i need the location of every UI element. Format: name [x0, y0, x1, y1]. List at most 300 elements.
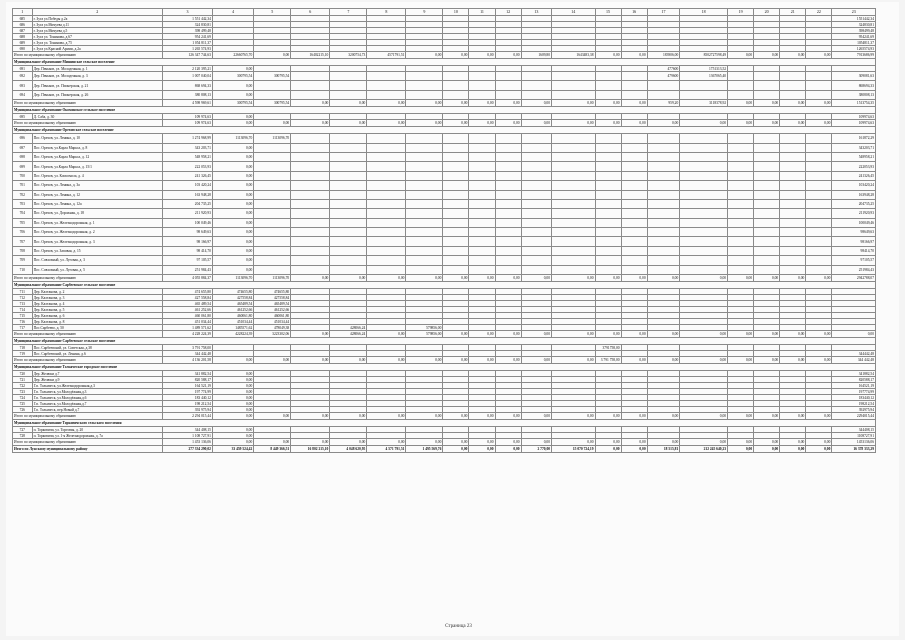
table-cell: 1 453 136,06 [162, 439, 212, 446]
table-cell: 1 054 811,37 [162, 40, 212, 46]
table-cell: 465 489,54 [162, 301, 212, 307]
table-cell: 0,00 [212, 218, 253, 227]
table-cell [330, 181, 367, 190]
table-cell [647, 237, 680, 246]
row-number-cell: 696 [13, 134, 33, 143]
table-cell [621, 143, 647, 152]
table-cell [780, 90, 806, 99]
table-cell: 4 598 969,61 [162, 100, 212, 107]
table-cell: 0,00 [621, 331, 647, 338]
table-cell [621, 181, 647, 190]
table-cell: 0,00 [291, 100, 330, 107]
table-cell: 0,00 [367, 357, 406, 364]
table-cell [521, 152, 551, 161]
table-cell: 474655,80 [212, 289, 253, 295]
table-cell: 0,00 [680, 413, 728, 420]
table-cell: 0,00 [595, 100, 621, 107]
table-cell: 954 241,69 [162, 34, 212, 40]
table-cell: 398 499,48 [162, 28, 212, 34]
address-cell: Пос. Сарбеевский, ул. Ленина, д.6 [32, 351, 162, 357]
table-cell [469, 81, 495, 90]
table-cell: 0,00 [330, 100, 367, 107]
table-cell: 0,00 [406, 413, 443, 420]
table-cell [680, 218, 728, 227]
table-cell [621, 162, 647, 171]
table-cell [291, 209, 330, 218]
address-cell: Пос. Орехов, ул. Железнодорожная, д. 3 [32, 237, 162, 246]
table-cell [291, 72, 330, 81]
table-cell [728, 181, 754, 190]
table-cell: 126 347 744,63 [162, 52, 212, 59]
table-cell [728, 171, 754, 180]
table-cell [754, 199, 780, 208]
table-cell: 1 007 040,04 [162, 72, 212, 81]
table-cell: 0,00 [680, 439, 728, 446]
table-cell: 0,00 [443, 120, 469, 127]
table-row [13, 265, 876, 274]
table-cell [254, 162, 291, 171]
table-cell [521, 246, 551, 255]
table-row [13, 209, 876, 218]
table-cell [443, 246, 469, 255]
table-cell [495, 72, 521, 81]
table-cell: 0,00 [443, 52, 469, 59]
table-cell [367, 181, 406, 190]
table-cell: 344442,48 [832, 351, 876, 357]
table-cell [521, 218, 551, 227]
table-cell: 251 984,43 [162, 265, 212, 274]
row-number-cell: 722 [13, 383, 33, 389]
table-cell [754, 134, 780, 143]
row-number-cell: 706 [13, 228, 33, 237]
table-cell: 0,00 [406, 52, 443, 59]
table-row [13, 256, 876, 265]
address-cell: г. Зуга ул.Мичуева д.11 [32, 22, 162, 28]
table-cell: 478049,38 [254, 325, 291, 331]
table-cell [406, 209, 443, 218]
subtotal-row [13, 439, 876, 446]
table-cell: 479600 [647, 72, 680, 81]
table-cell: 0,00 [406, 100, 443, 107]
table-cell: 465489,54 [254, 301, 291, 307]
table-cell: 0,00 [367, 120, 406, 127]
table-cell: 109 974,63 [162, 114, 212, 120]
page-number: Страница 23 [445, 624, 472, 629]
table-cell: 0,00 [406, 275, 443, 282]
table-cell: 324830,81 [832, 22, 876, 28]
table-cell [680, 190, 728, 199]
column-header-cell: 10 [443, 9, 469, 16]
table-cell: 0,00 [595, 413, 621, 420]
row-number-cell: 717 [13, 325, 33, 331]
table-cell [521, 209, 551, 218]
table-cell [754, 171, 780, 180]
address-cell: Пос. Орехов, ул. Ленина, д. 3а [32, 181, 162, 190]
table-cell: 0,00 [647, 413, 680, 420]
table-cell [367, 171, 406, 180]
table-cell [469, 218, 495, 227]
table-cell: 0,00 [367, 275, 406, 282]
address-cell: г. Зуга ул.Победы д.2а [32, 16, 162, 22]
table-cell: 0,00 [621, 413, 647, 420]
table-cell [754, 228, 780, 237]
column-header-cell: 13 [521, 9, 551, 16]
row-number-cell: 700 [13, 171, 33, 180]
row-number-cell: 721 [13, 377, 33, 383]
table-cell: 0,00 [621, 439, 647, 446]
address-cell: Г.п. Тольяческ, ул.Молодёжная,д.6 [32, 395, 162, 401]
table-cell: 0,00 [495, 275, 521, 282]
address-cell: Пос. Орехов, ул.Карла Маркса, д. 12 [32, 152, 162, 161]
row-number-cell: 698 [13, 152, 33, 161]
address-cell: Д. Саба, д. 30 [32, 114, 162, 120]
row-number-cell: 689 [13, 40, 33, 46]
table-cell [595, 90, 621, 99]
table-row [13, 199, 876, 208]
table-cell [728, 265, 754, 274]
table-cell [469, 134, 495, 143]
table-cell [552, 228, 595, 237]
table-cell [728, 218, 754, 227]
table-cell: 0,00 [754, 446, 780, 453]
table-cell: 0,00 [367, 413, 406, 420]
row-number-cell: 701 [13, 181, 33, 190]
table-cell [680, 199, 728, 208]
table-cell: 343203,71 [832, 143, 876, 152]
table-cell: 0,00 [552, 100, 595, 107]
table-cell: 0,00 [552, 413, 595, 420]
table-cell [330, 134, 367, 143]
address-cell: п. Торковичи, ул. 1-я Железнодорожная, д. 7а [32, 433, 162, 439]
table-cell [443, 152, 469, 161]
table-cell: 4 571 791,51 [367, 446, 406, 453]
table-cell: 0,00 [728, 331, 754, 338]
table-cell: 1 551 442,34 [162, 16, 212, 22]
table-cell: 427558,84 [254, 295, 291, 301]
table-cell: 0,00 [754, 120, 780, 127]
table-cell [291, 90, 330, 99]
table-cell [621, 72, 647, 81]
table-cell [443, 162, 469, 171]
table-cell: 0,00 [212, 407, 253, 413]
address-cell: г. Зуга ул. Тонинова, д.67 [32, 34, 162, 40]
address-cell: Пос. Орехов, ул. Заповая, д. 15 [32, 246, 162, 255]
table-cell [367, 90, 406, 99]
table-cell [469, 199, 495, 208]
table-cell [680, 209, 728, 218]
table-cell: 0,00 [469, 275, 495, 282]
table-cell [469, 181, 495, 190]
table-cell: 97 105,57 [162, 256, 212, 265]
table-cell [254, 171, 291, 180]
table-cell [680, 237, 728, 246]
table-cell [552, 237, 595, 246]
table-cell: 0,00 [552, 357, 595, 364]
table-cell: 4571791,51 [367, 52, 406, 59]
table-cell [621, 218, 647, 227]
table-cell [754, 209, 780, 218]
table-cell [595, 256, 621, 265]
section-header-row [13, 282, 876, 289]
total-label: Итого по муниципальному образованию [13, 100, 163, 107]
table-cell [621, 152, 647, 161]
table-cell: 198212,54 [832, 401, 876, 407]
table-cell: 1643483,38 [552, 52, 595, 59]
table-cell: 0,00 [212, 171, 253, 180]
table-cell [406, 228, 443, 237]
table-cell [443, 265, 469, 274]
table-cell: 0,00 [754, 439, 780, 446]
table-cell [443, 237, 469, 246]
table-cell: 0,00 [552, 275, 595, 282]
table-cell [780, 72, 806, 81]
table-cell [443, 181, 469, 190]
table-cell [595, 152, 621, 161]
table-cell [291, 152, 330, 161]
section-title: Муниципальное образование Тольяческое городское поселение [13, 364, 876, 371]
table-cell [780, 134, 806, 143]
table-cell [754, 246, 780, 255]
table-cell: 0,00 [754, 331, 780, 338]
table-cell [680, 246, 728, 255]
table-cell [806, 265, 832, 274]
table-cell: 100049,46 [832, 218, 876, 227]
address-cell: Дер. Пеньков, ул. Молодежная, д. 3 [32, 72, 162, 81]
table-cell [495, 256, 521, 265]
table-cell [443, 228, 469, 237]
table-cell [367, 246, 406, 255]
address-cell: Г.п. Тольяческ, ул.Молодёжная,д.3 [32, 389, 162, 395]
table-cell: 0,00 [212, 246, 253, 255]
table-cell [806, 171, 832, 180]
table-cell: 251984,43 [832, 265, 876, 274]
table-cell: 0,00 [212, 265, 253, 274]
table-cell [443, 81, 469, 90]
total-label: Итого по Лужскому муниципальному району [13, 446, 163, 453]
address-cell: Пос. Орехов, ул. Дорожная, д. 18 [32, 209, 162, 218]
table-cell [254, 218, 291, 227]
table-cell: 0,00 [443, 331, 469, 338]
row-number-cell: 697 [13, 143, 33, 152]
table-row [13, 246, 876, 255]
table-cell [595, 162, 621, 171]
table-cell: 0,00 [728, 52, 754, 59]
table-cell: 0,00 [291, 439, 330, 446]
table-cell [754, 81, 780, 90]
table-row [13, 81, 876, 90]
row-number-cell: 705 [13, 218, 33, 227]
table-cell: 0,00 [728, 100, 754, 107]
row-number-cell: 714 [13, 307, 33, 313]
address-cell: г. Зуга ул.Мичуева д.5 [32, 28, 162, 34]
column-header-cell: 2 [32, 9, 162, 16]
table-row [13, 72, 876, 81]
column-header-cell: 7 [330, 9, 367, 16]
table-cell: 0,00 [291, 357, 330, 364]
table-cell [780, 190, 806, 199]
table-cell [806, 209, 832, 218]
table-cell: 0,00 [521, 275, 551, 282]
table-cell [728, 90, 754, 99]
row-number-cell: 692 [13, 72, 33, 81]
table-cell [680, 152, 728, 161]
table-cell: 1108727,91 [832, 433, 876, 439]
table-cell [728, 162, 754, 171]
table-cell: 0,00 [469, 357, 495, 364]
table-cell [330, 143, 367, 152]
table-cell: 109974,63 [832, 114, 876, 120]
address-cell: Г.п. Тольяческ, ул.Железнодорожная,д.3 [32, 383, 162, 389]
address-cell: Дер. Желюки д.7 [32, 371, 162, 377]
table-cell [469, 246, 495, 255]
table-cell: 392975,94 [832, 407, 876, 413]
table-cell: 197774,99 [832, 389, 876, 395]
table-cell [521, 199, 551, 208]
table-cell [291, 256, 330, 265]
table-cell [552, 171, 595, 180]
table-cell: 820588,17 [832, 377, 876, 383]
table-cell: 1751313,52 [680, 66, 728, 72]
table-cell [254, 190, 291, 199]
table-cell [680, 265, 728, 274]
table-cell: 197 774,99 [162, 389, 212, 395]
table-cell: 1265574,93 [832, 46, 876, 52]
total-label: Итого по муниципальному образованию [13, 331, 163, 338]
table-cell [595, 199, 621, 208]
table-cell [728, 134, 754, 143]
table-cell: 1453136,06 [832, 439, 876, 446]
table-cell: 0,00 [330, 275, 367, 282]
table-cell [367, 228, 406, 237]
table-cell [406, 199, 443, 208]
table-cell [495, 152, 521, 161]
table-cell [495, 143, 521, 152]
table-cell: 0,00 [780, 52, 806, 59]
table-cell [595, 72, 621, 81]
table-cell: 8502727598,49 [680, 52, 728, 59]
table-cell: 0,00 [595, 439, 621, 446]
table-cell [754, 90, 780, 99]
table-cell: 451 034,44 [162, 319, 212, 325]
table-cell: 0,00 [254, 439, 291, 446]
table-cell [728, 237, 754, 246]
table-cell: 0,00 [212, 181, 253, 190]
table-cell: 0,00 [595, 275, 621, 282]
table-cell: 300795,54 [254, 72, 291, 81]
table-cell: 0,00 [254, 52, 291, 59]
table-cell: 380 808,13 [162, 90, 212, 99]
table-cell [728, 228, 754, 237]
row-number-cell: 727 [13, 427, 33, 433]
table-cell [406, 256, 443, 265]
table-cell [469, 190, 495, 199]
table-cell [647, 246, 680, 255]
column-header-cell: 15 [595, 9, 621, 16]
table-cell [330, 209, 367, 218]
table-row [13, 190, 876, 199]
table-cell [806, 228, 832, 237]
table-cell [780, 181, 806, 190]
table-row [13, 143, 876, 152]
column-number-header [13, 9, 876, 16]
table-cell [330, 152, 367, 161]
table-cell: 98 414,70 [162, 246, 212, 255]
table-cell [469, 162, 495, 171]
table-cell [728, 143, 754, 152]
table-cell: 222 053,93 [162, 162, 212, 171]
table-cell [406, 190, 443, 199]
table-cell: 98 649,63 [162, 228, 212, 237]
table-cell: 324 830,81 [162, 22, 212, 28]
table-cell [621, 134, 647, 143]
table-cell: 0,00 [212, 413, 253, 420]
table-cell: 0,00 [621, 120, 647, 127]
table-cell: 0,00 [212, 143, 253, 152]
table-cell: 0,00 [780, 446, 806, 453]
address-cell: Дер. Калтанова, д. 3 [32, 295, 162, 301]
table-cell [291, 134, 330, 143]
table-cell: 0,00 [212, 199, 253, 208]
table-cell [495, 162, 521, 171]
table-cell [806, 134, 832, 143]
address-cell: Дер. Калтанова, д. 8 [32, 319, 162, 325]
table-cell: 0,00 [647, 439, 680, 446]
table-cell [728, 152, 754, 161]
table-cell: 1054811,37 [832, 40, 876, 46]
table-cell [806, 72, 832, 81]
address-cell: г. Зуга ул.Красной Армии, д.2а [32, 46, 162, 52]
table-cell: 0,00 [806, 331, 832, 338]
table-cell [469, 237, 495, 246]
table-cell [254, 265, 291, 274]
table-cell: 460061,80 [212, 313, 253, 319]
table-cell [521, 181, 551, 190]
table-cell [495, 171, 521, 180]
table-cell [495, 81, 521, 90]
table-cell: 0,00 [680, 275, 728, 282]
table-cell [254, 90, 291, 99]
table-cell: 0,00 [212, 66, 253, 72]
table-cell: 2 294 015,44 [162, 413, 212, 420]
table-cell: 344 408,15 [162, 427, 212, 433]
table-cell: 0,00 [443, 446, 469, 453]
table-cell: 0,00 [647, 357, 680, 364]
address-cell: Дер. Калтанова, д. 6 [32, 313, 162, 319]
table-cell: 300795,54 [212, 100, 253, 107]
table-cell: 16 802 215,10 [291, 446, 330, 453]
section-header-row [13, 127, 876, 134]
table-cell [406, 90, 443, 99]
table-cell: 0,00 [469, 120, 495, 127]
row-number-cell: 723 [13, 389, 33, 395]
address-cell: Пос.Сарбеево, д. 50 [32, 325, 162, 331]
table-cell: 2 770,00 [521, 446, 551, 453]
table-cell [367, 190, 406, 199]
table-cell: 8 449 366,51 [254, 446, 291, 453]
column-header-cell: 19 [728, 9, 754, 16]
table-cell: 0,00 [595, 52, 621, 59]
table-cell [595, 143, 621, 152]
address-cell: Пос. Орехов, ул.Карла Маркса, д. 15/1 [32, 162, 162, 171]
table-cell [406, 143, 443, 152]
table-cell [406, 72, 443, 81]
table-cell [330, 162, 367, 171]
table-cell: 0,00 [406, 120, 443, 127]
table-cell: 3223302,06 [254, 331, 291, 338]
address-cell: Дер. Пеньков, ул. Пионерская, д. 21 [32, 81, 162, 90]
row-number-cell: 686 [13, 22, 33, 28]
table-cell: 0,00 [552, 331, 595, 338]
